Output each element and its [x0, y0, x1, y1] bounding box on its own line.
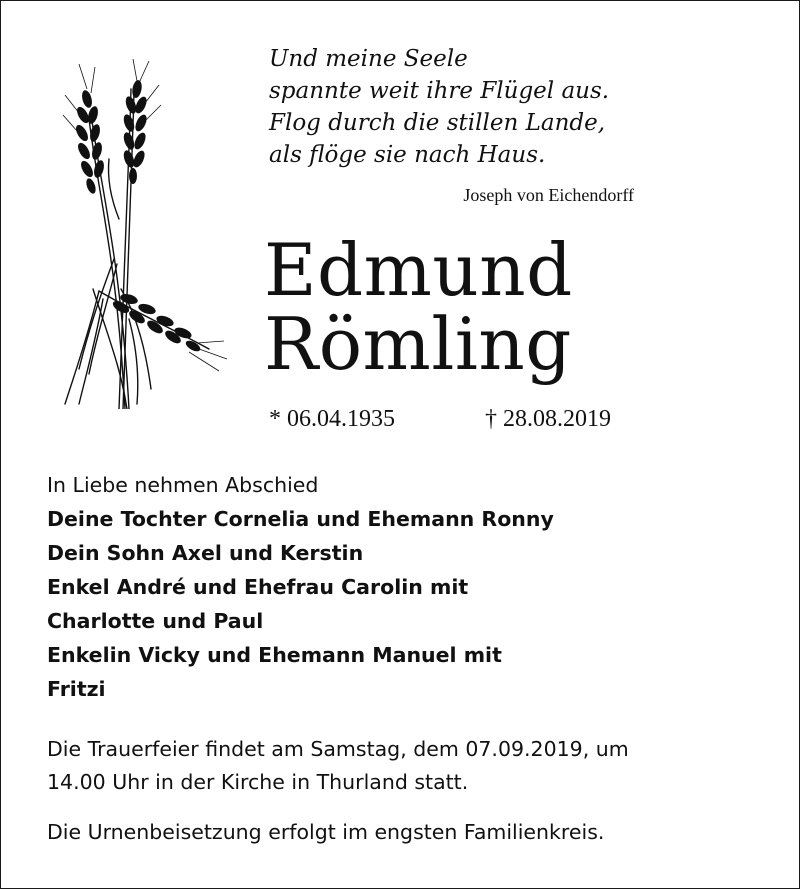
birth-date: * 06.04.1935: [269, 406, 395, 432]
mourner-line: Enkelin Vicky und Ehemann Manuel mit: [47, 643, 502, 667]
funeral-service-notice: [47, 733, 629, 799]
mourner-line: Fritzi: [47, 677, 106, 701]
poem-line: als flöge sie nach Haus.: [269, 142, 546, 168]
service-line: Die Trauerfeier findet am Samstag, dem 07.09.2019, um: [47, 737, 629, 761]
death-date: † 28.08.2019: [485, 406, 611, 432]
poem-author: Joseph von Eichendorff: [463, 185, 634, 205]
mourner-line: Charlotte und Paul: [47, 609, 264, 633]
deceased-first-name: Edmund: [264, 228, 573, 312]
mourners-list: [47, 502, 554, 706]
mourner-line: Enkel André und Ehefrau Carolin mit: [47, 575, 469, 599]
poem-line: spannte weit ihre Flügel aus.: [269, 78, 610, 104]
deceased-name: [264, 228, 573, 386]
mourner-line: Deine Tochter Cornelia und Ehemann Ronny: [47, 507, 554, 531]
service-line: 14.00 Uhr in der Kirche in Thurland statt.: [47, 770, 469, 794]
deceased-last-name: Römling: [264, 302, 572, 386]
mourners-intro: In Liebe nehmen Abschied: [47, 473, 319, 497]
burial-notice: Die Urnenbeisetzung erfolgt im engsten Familienkreis.: [47, 820, 605, 844]
poem-line: Flog durch die stillen Lande,: [269, 110, 606, 136]
wheat-ears-icon: [59, 59, 229, 409]
poem-line: Und meine Seele: [269, 46, 468, 72]
mourner-line: Dein Sohn Axel und Kerstin: [47, 541, 364, 565]
poem: [269, 43, 609, 171]
